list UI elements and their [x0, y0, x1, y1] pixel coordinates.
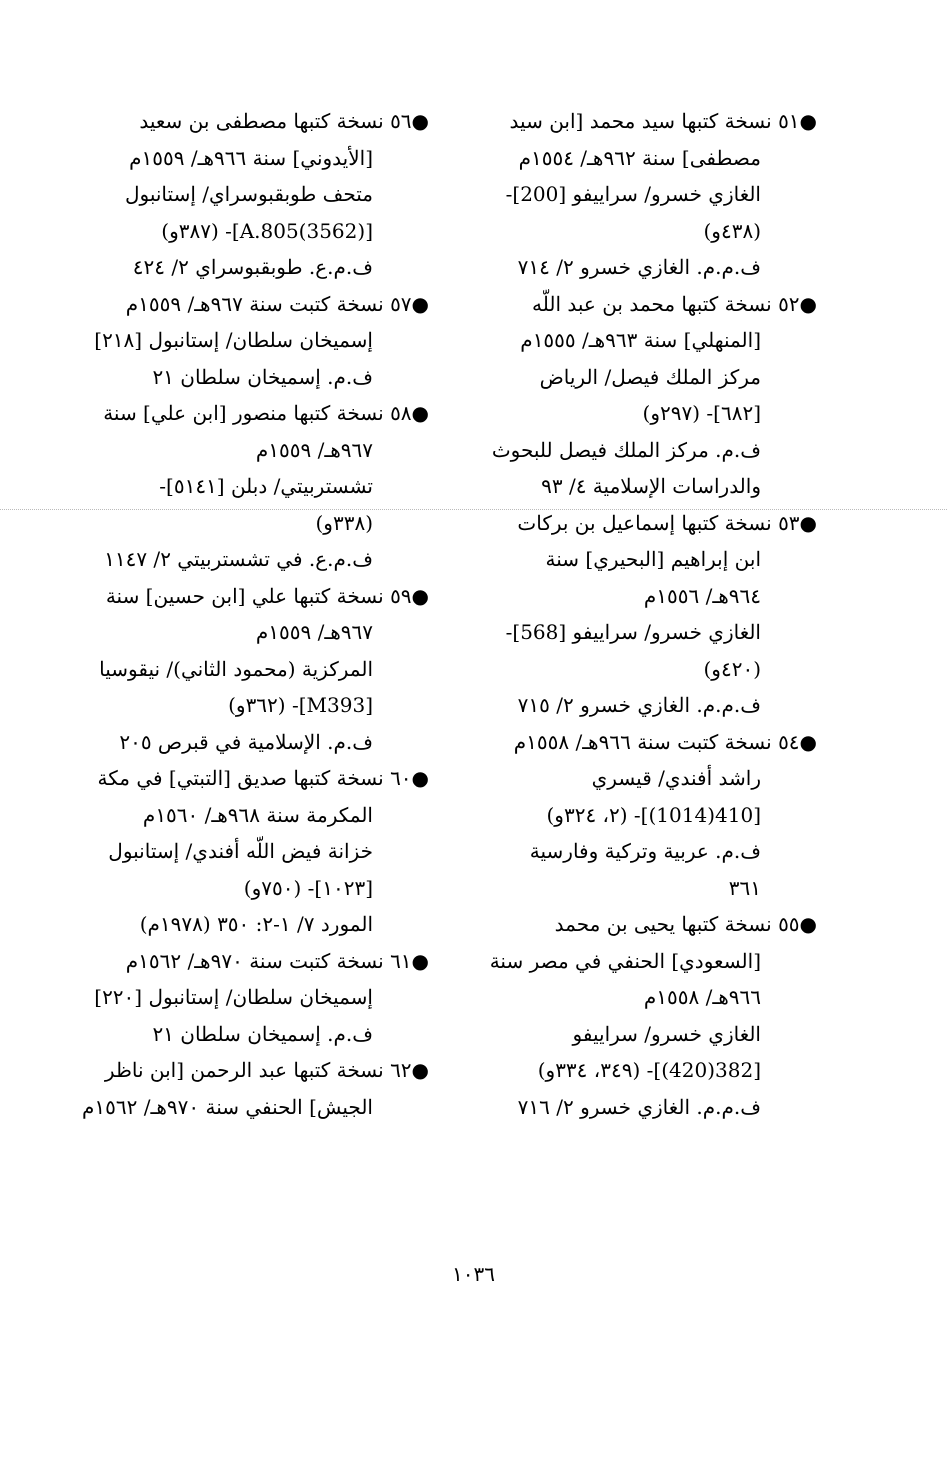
- entry-line: مصطفى] سنة ٩٦٢هـ/ ١٥٥٤م: [518, 145, 761, 170]
- entry-line: [A.805(3562)]- (٣٨٧و): [161, 218, 373, 243]
- entry-line: إسميخان سلطان/ إستانبول [٢٢٠]: [94, 985, 373, 1009]
- right-column: [477, 103, 817, 1125]
- entry-line: ٩٦٦هـ/ ١٥٥٨م: [643, 985, 761, 1009]
- entry-line: (٤٣٨و): [703, 218, 761, 243]
- entry-line: الغازي خسرو/ سراييفو: [572, 1021, 761, 1046]
- entry-line: ف.م. عربية وتركية وفارسية: [529, 839, 761, 863]
- entry-line: [٦٨٢]- (٢٩٧و): [642, 401, 761, 425]
- entry-line: (٤٢٠و): [703, 656, 761, 681]
- entry-line: مركز الملك فيصل/ الرياض: [539, 364, 761, 389]
- entry-line: ف.م.ع. في تشستربيتي ٢/ ١١٤٧: [104, 547, 373, 571]
- manuscript-entry: [89, 395, 429, 578]
- entry-line: [السعودي] الحنفي في مصر سنة: [489, 948, 761, 973]
- entry-heading: ●٥١ نسخة كتبها سيد محمد [ابن سيد: [509, 109, 817, 133]
- entry-line: ف.م.م. الغازي خسرو ٢/ ٧١٤: [517, 255, 761, 279]
- manuscript-entry: [82, 1052, 429, 1125]
- entry-line: ف.م. الإسلامية في قبرص ٢٠٥: [119, 729, 373, 754]
- entry-heading: ●٥٩ نسخة كتبها علي [ابن حسين] سنة: [105, 583, 429, 608]
- entry-heading: ●٦٢ نسخة كتبها عبد الرحمن [ابن ناظر: [104, 1058, 429, 1082]
- entry-line: [M393]- (٣٦٢و): [228, 693, 373, 717]
- entry-line: [382(420)]- (٣٤٩، ٣٣٤و): [537, 1058, 761, 1082]
- manuscript-entry: [89, 760, 429, 943]
- manuscript-entry: [89, 943, 429, 1053]
- entry-line: ٩٦٤هـ/ ١٥٥٦م: [643, 583, 761, 608]
- entry-line: ٩٦٧هـ/ ١٥٥٩م: [255, 620, 373, 644]
- manuscript-entry: [477, 724, 817, 907]
- entry-line: [الأيدوني] سنة ٩٦٦هـ/ ١٥٥٩م: [129, 145, 373, 170]
- entry-line: متحف طوبقبوسراي/ إستانبول: [124, 182, 373, 206]
- entry-line: تشستربيتي/ دبلن [٥١٤١]-: [159, 474, 373, 498]
- entry-heading: ●٥٨ نسخة كتبها منصور [ابن علي] سنة: [103, 401, 429, 425]
- entry-line: ف.م. إسميخان سلطان ٢١: [152, 1021, 373, 1046]
- entry-line: ف.م.م. الغازي خسرو ٢/ ٧١٥: [517, 693, 761, 717]
- entry-line: الجيش] الحنفي سنة ٩٧٠هـ/ ١٥٦٢م: [82, 1094, 373, 1119]
- entry-line: المورد ٧/ ١-٢: ٣٥٠ (١٩٧٨م): [139, 912, 373, 936]
- entry-line: (٣٣٨و): [315, 510, 373, 535]
- entry-line: خزانة فيض اللّه أفندي/ إستانبول: [108, 839, 373, 863]
- entry-heading: ●٥٦ نسخة كتبها مصطفى بن سعيد: [139, 109, 429, 133]
- manuscript-entry: [477, 103, 817, 286]
- entry-heading: ●٥٢ نسخة كتبها محمد بن عبد اللّه: [532, 291, 817, 316]
- entry-line: إسميخان سلطان/ إستانبول [٢١٨]: [94, 328, 373, 352]
- manuscript-entry: [477, 505, 817, 724]
- entry-line: ف.م. إسميخان سلطان ٢١: [152, 364, 373, 389]
- entry-line: ف.م.م. الغازي خسرو ٢/ ٧١٦: [517, 1094, 761, 1119]
- entry-line: [المنهلي] سنة ٩٦٣هـ/ ١٥٥٥م: [520, 328, 761, 352]
- entry-line: والدراسات الإسلامية ٤/ ٩٣: [541, 474, 761, 498]
- entry-heading: ●٥٧ نسخة كتبت سنة ٩٦٧هـ/ ١٥٥٩م: [125, 291, 429, 316]
- entry-line: [410(1014)]- (٢، ٣٢٤و): [546, 802, 761, 827]
- entry-line: ف.م.ع. طوبقبوسراي ٢/ ٤٢٤: [132, 255, 373, 279]
- entry-line: ابن إبراهيم [البحيري] سنة: [545, 547, 761, 571]
- entry-line: ف.م. مركز الملك فيصل للبحوث: [491, 437, 761, 462]
- manuscript-entry: [477, 286, 817, 505]
- manuscript-entry: [477, 906, 817, 1125]
- entry-heading: ●٥٤ نسخة كتبت سنة ٩٦٦هـ/ ١٥٥٨م: [513, 729, 817, 754]
- entry-line: ٣٦١: [728, 875, 761, 900]
- entry-line: المركزية (محمود الثاني)/ نيقوسيا: [99, 656, 373, 681]
- manuscript-entry: [89, 578, 429, 761]
- entry-line: [١٠٢٣]- (٧٥٠و): [243, 875, 373, 900]
- page-number: ١٠٣٦: [452, 1262, 495, 1286]
- entry-line: الغازي خسرو/ سراييفو [200]-: [505, 182, 761, 206]
- entry-line: راشد أفندي/ قيسري: [591, 766, 761, 790]
- manuscript-entry: [89, 103, 429, 286]
- entry-heading: ●٥٥ نسخة كتبها يحيى بن محمد: [554, 912, 817, 936]
- entry-heading: ●٦٠ نسخة كتبها صديق [التبتي] في مكة: [97, 766, 429, 790]
- entry-heading: ●٥٣ نسخة كتبها إسماعيل بن بركات: [517, 510, 817, 535]
- entry-line: الغازي خسرو/ سراييفو [568]-: [505, 620, 761, 644]
- left-column: [82, 103, 429, 1125]
- entry-heading: ●٦١ نسخة كتبت سنة ٩٧٠هـ/ ١٥٦٢م: [125, 948, 429, 973]
- entry-line: ٩٦٧هـ/ ١٥٥٩م: [255, 437, 373, 462]
- entry-line: المكرمة سنة ٩٦٨هـ/ ١٥٦٠م: [142, 802, 373, 827]
- manuscript-entry: [89, 286, 429, 396]
